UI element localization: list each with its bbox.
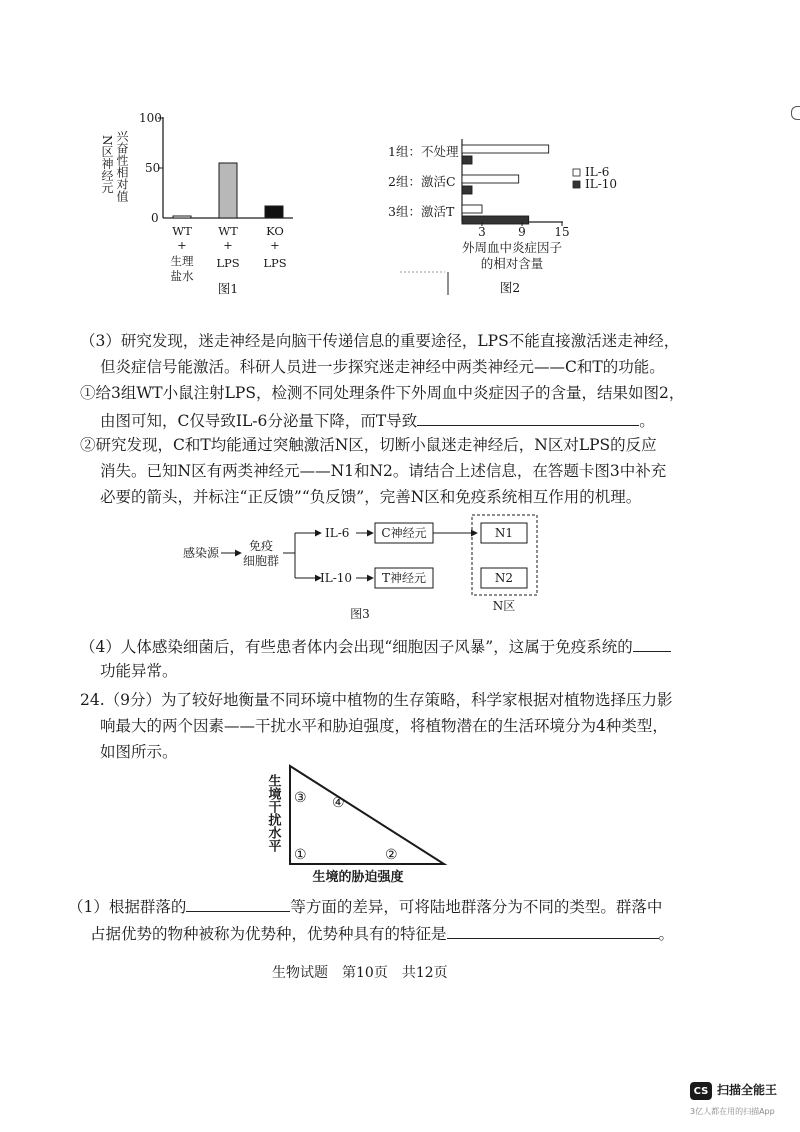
scanner-logo: CS <box>690 1082 712 1100</box>
q4-line-1: （4）人体感染细菌后，有些患者体内会出现“细胞因子风暴”，这属于免疫系统的 <box>80 638 633 656</box>
q1-end: 。 <box>658 925 675 943</box>
fig2-legend-il6: IL-6 <box>585 165 610 179</box>
fig2-legend-il10-swatch <box>573 181 580 188</box>
fig2-bar-group2-il6 <box>462 175 519 183</box>
q3a-end: 。 <box>639 412 655 430</box>
figure-3-diagram <box>175 512 555 627</box>
scanner-tagline: 3亿人都在用的扫描App <box>690 1107 775 1116</box>
figure-4-triangle <box>258 762 458 887</box>
fig3-immune-2: 细胞群 <box>242 554 280 568</box>
fig4-region-4: ④ <box>332 795 345 811</box>
fig2-x-tick-label: 15 <box>554 225 570 239</box>
fig2-legend-il6-swatch <box>573 169 580 176</box>
fig1-cat2-l3: LPS <box>216 256 240 270</box>
q1-line-1-b: 等方面的差异，可将陆地群落分为不同的类型。群落中 <box>290 898 663 916</box>
fig4-triangle-shape <box>290 766 444 864</box>
q3-line-1: （3）研究发现，迷走神经是向脑干传递信息的重要途径，LPS不能直接激活迷走神经， <box>80 332 680 350</box>
fig1-cat3-l3: LPS <box>263 256 287 270</box>
crop-mark <box>400 262 460 297</box>
fig4-region-1: ① <box>294 847 307 863</box>
fig2-group2-label: 2组：激活C <box>388 174 456 189</box>
fig3-c-neuron: C神经元 <box>381 526 427 540</box>
fig2-bar-group2-il10 <box>462 186 472 194</box>
q3-line-2: 但炎症信号能激活。科研人员进一步探究迷走神经中两类神经元——C和T的功能。 <box>100 358 665 376</box>
answer-blank-q1b[interactable] <box>447 922 659 939</box>
q24-line-3: 如图所示。 <box>100 743 178 761</box>
edge-mark <box>791 106 800 120</box>
fig3-source: 感染源 <box>183 546 220 560</box>
fig1-y-label-2: 兴奋性相对值 <box>115 130 129 202</box>
fig2-bar-group3-il10 <box>462 216 529 224</box>
fig2-group1-label: 1组：不处理 <box>388 144 459 159</box>
fig2-caption: 图2 <box>499 280 521 295</box>
fig1-cat2-plus: + <box>223 238 233 252</box>
fig3-n1: N1 <box>494 526 514 540</box>
fig2-x-tick-label: 9 <box>518 225 526 239</box>
scanner-name: 扫描全能王 <box>717 1083 778 1097</box>
q24-line-2: 响最大的两个因素——干扰水平和胁迫强度，将植物潜在的生活环境分为4种类型， <box>100 717 668 735</box>
fig2-bar-group1-il6 <box>462 145 549 153</box>
fig1-cat1-l3: 生理 <box>170 254 194 268</box>
q3a-line-2: 由图可知，C仅导致IL-6分泌量下降，而T导致 <box>100 412 418 430</box>
fig4-region-2: ② <box>385 847 398 863</box>
q3b-line-1: ②研究发现，C和T均能通过突触激活N区，切断小鼠迷走神经后，N区对LPS的反应 <box>80 436 657 454</box>
fig3-n2: N2 <box>494 571 514 585</box>
fig1-bar-1 <box>173 216 191 218</box>
fig1-cat1-l4: 盐水 <box>170 269 194 283</box>
q3a-line-2-wrap <box>100 409 655 431</box>
q24-line-1: 24.（9分）为了较好地衡量不同环境中植物的生存策略，科学家根据对植物选择压力影 <box>80 691 673 709</box>
q4-line-1-wrap <box>80 635 671 657</box>
answer-blank-q1a[interactable] <box>186 895 290 912</box>
fig2-bar-group1-il10 <box>462 156 472 164</box>
fig1-cat1-top: WT <box>172 224 192 238</box>
fig3-caption: 图3 <box>350 607 370 621</box>
fig1-cat1-plus: + <box>177 238 187 252</box>
fig4-x-label: 生境的胁迫强度 <box>312 870 404 885</box>
q1-line-1-wrap <box>68 895 662 917</box>
fig1-y-tick-0: 0 <box>151 211 159 225</box>
fig2-x-tick-label: 3 <box>478 225 486 239</box>
fig1-y-tick-100: 100 <box>139 111 162 125</box>
answer-blank-q4[interactable] <box>633 635 671 652</box>
fig2-group3-label: 3组：激活T <box>388 204 455 219</box>
fig3-t-neuron: T神经元 <box>381 571 427 585</box>
q4-line-2: 功能异常。 <box>100 662 178 680</box>
fig4-y-label: 生境干扰水平 <box>265 774 281 852</box>
fig4-region-3: ③ <box>294 790 307 806</box>
fig1-bar-3 <box>265 206 283 218</box>
q3b-line-3: 必要的箭头，并标注“正反馈”“负反馈”，完善N区和免疫系统相互作用的机理。 <box>100 488 642 506</box>
q1-line-2-wrap <box>90 922 674 944</box>
q3b-line-2: 消失。已知N区有两类神经元——N1和N2。请结合上述信息，在答题卡图3中补充 <box>100 462 667 480</box>
fig2-x-label-1: 外周血中炎症因子 <box>461 240 563 255</box>
fig3-immune-1: 免疫 <box>248 539 274 553</box>
fig1-y-tick-50: 50 <box>145 161 161 175</box>
figure-1-bar-chart <box>95 105 335 300</box>
fig3-il10: IL-10 <box>320 571 353 585</box>
fig1-y-label-1: N区神经元 <box>100 135 114 194</box>
q3a-line-1: ①给3组WT小鼠注射LPS，检测不同处理条件下外周血中炎症因子的含量，结果如图2， <box>80 384 685 402</box>
answer-blank-q3a[interactable] <box>417 409 639 426</box>
fig3-n-region: N区 <box>492 599 516 613</box>
page-footer: 生物试题 第10页 共12页 <box>272 965 448 981</box>
fig1-caption: 图1 <box>217 281 239 296</box>
fig3-il6: IL-6 <box>325 526 350 540</box>
q1-line-2: 占据优势的物种被称为优势种，优势种具有的特征是 <box>90 925 447 943</box>
fig1-cat3-plus: + <box>270 238 280 252</box>
fig1-cat2-top: WT <box>218 224 238 238</box>
fig1-cat3-top: KO <box>266 224 284 238</box>
fig2-bar-group3-il6 <box>462 205 482 213</box>
fig2-legend-il10: IL-10 <box>585 177 618 191</box>
fig2-x-label-2: 的相对含量 <box>480 256 544 271</box>
fig1-bar-2 <box>219 163 237 218</box>
q1-line-1-a: （1）根据群落的 <box>68 898 187 916</box>
